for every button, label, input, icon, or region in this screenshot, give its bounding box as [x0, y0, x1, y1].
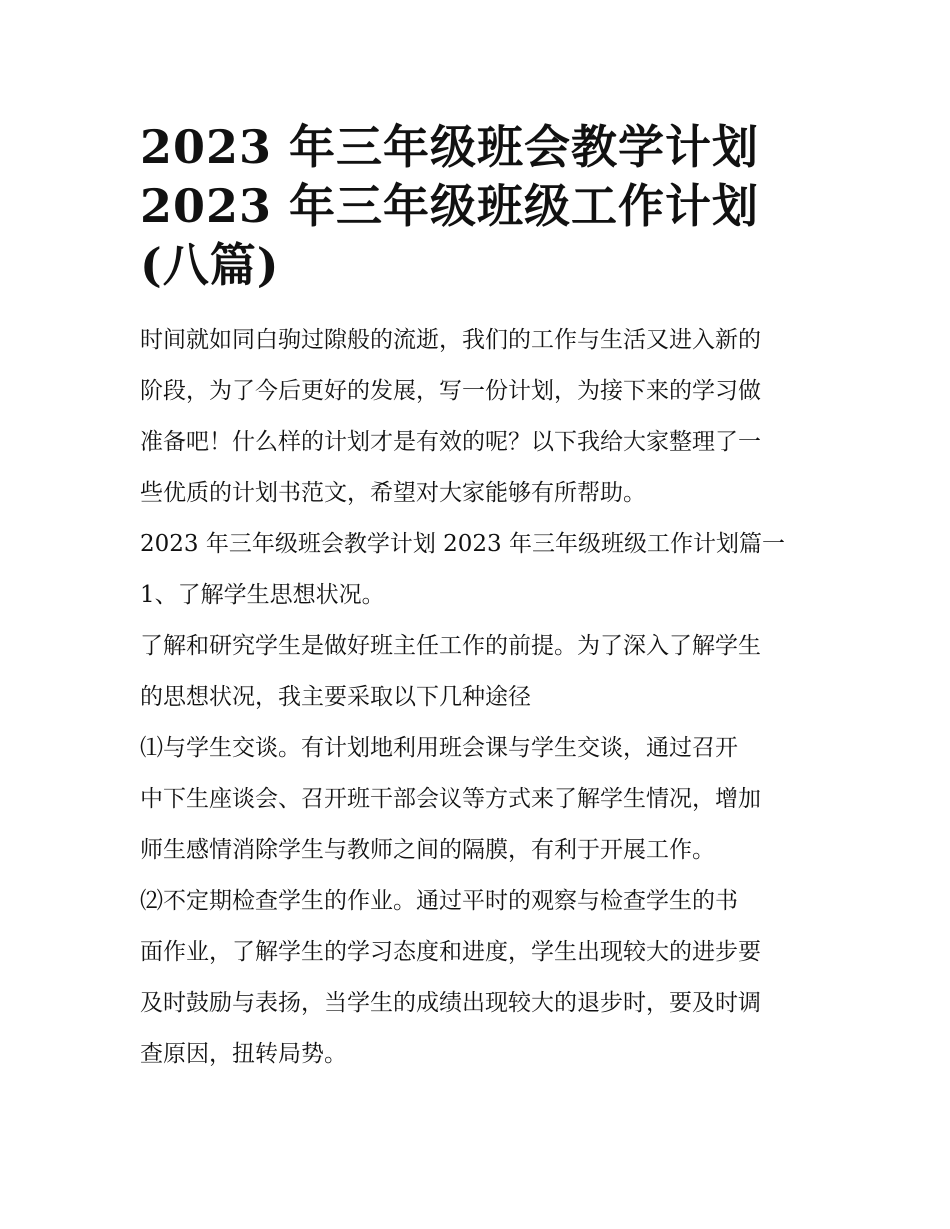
- document-page: [140, 118, 820, 1080]
- body-line: 阶段，为了今后更好的发展，写一份计划，为接下来的学习做: [140, 378, 761, 404]
- body-line: 些优质的计划书范文，希望对大家能够有所帮助。: [140, 480, 646, 506]
- title-line-2: 2023 年三年级班级工作计划: [140, 179, 760, 233]
- list-heading: 1、了解学生思想状况。: [140, 582, 385, 608]
- title-line-3: (八篇): [140, 238, 280, 292]
- list-item-line: 中下生座谈会、召开班干部会议等方式来了解学生情况，增加: [140, 786, 761, 812]
- list-item-line: ⑵不定期检查学生的作业。通过平时的观察与检查学生的书: [140, 888, 738, 914]
- document-title: [140, 118, 820, 295]
- body-line: 的思想状况，我主要采取以下几种途径: [140, 684, 531, 710]
- title-line-1: 2023 年三年级班会教学计划: [140, 120, 760, 174]
- document-body: [140, 315, 820, 1080]
- list-item-line: 查原因，扭转局势。: [140, 1041, 347, 1067]
- section-heading: 2023 年三年级班会教学计划 2023 年三年级班级工作计划篇一: [140, 531, 785, 557]
- body-line: 准备吧！什么样的计划才是有效的呢？以下我给大家整理了一: [140, 429, 761, 455]
- body-line: 了解和研究学生是做好班主任工作的前提。为了深入了解学生: [140, 633, 761, 659]
- body-line: 时间就如同白驹过隙般的流逝，我们的工作与生活又进入新的: [140, 327, 761, 353]
- list-item-line: 面作业，了解学生的学习态度和进度，学生出现较大的进步要: [140, 939, 761, 965]
- list-item-line: 及时鼓励与表扬，当学生的成绩出现较大的退步时，要及时调: [140, 990, 761, 1016]
- list-item-line: ⑴与学生交谈。有计划地利用班会课与学生交谈，通过召开: [140, 735, 738, 761]
- list-item-line: 师生感情消除学生与教师之间的隔膜，有利于开展工作。: [140, 837, 715, 863]
